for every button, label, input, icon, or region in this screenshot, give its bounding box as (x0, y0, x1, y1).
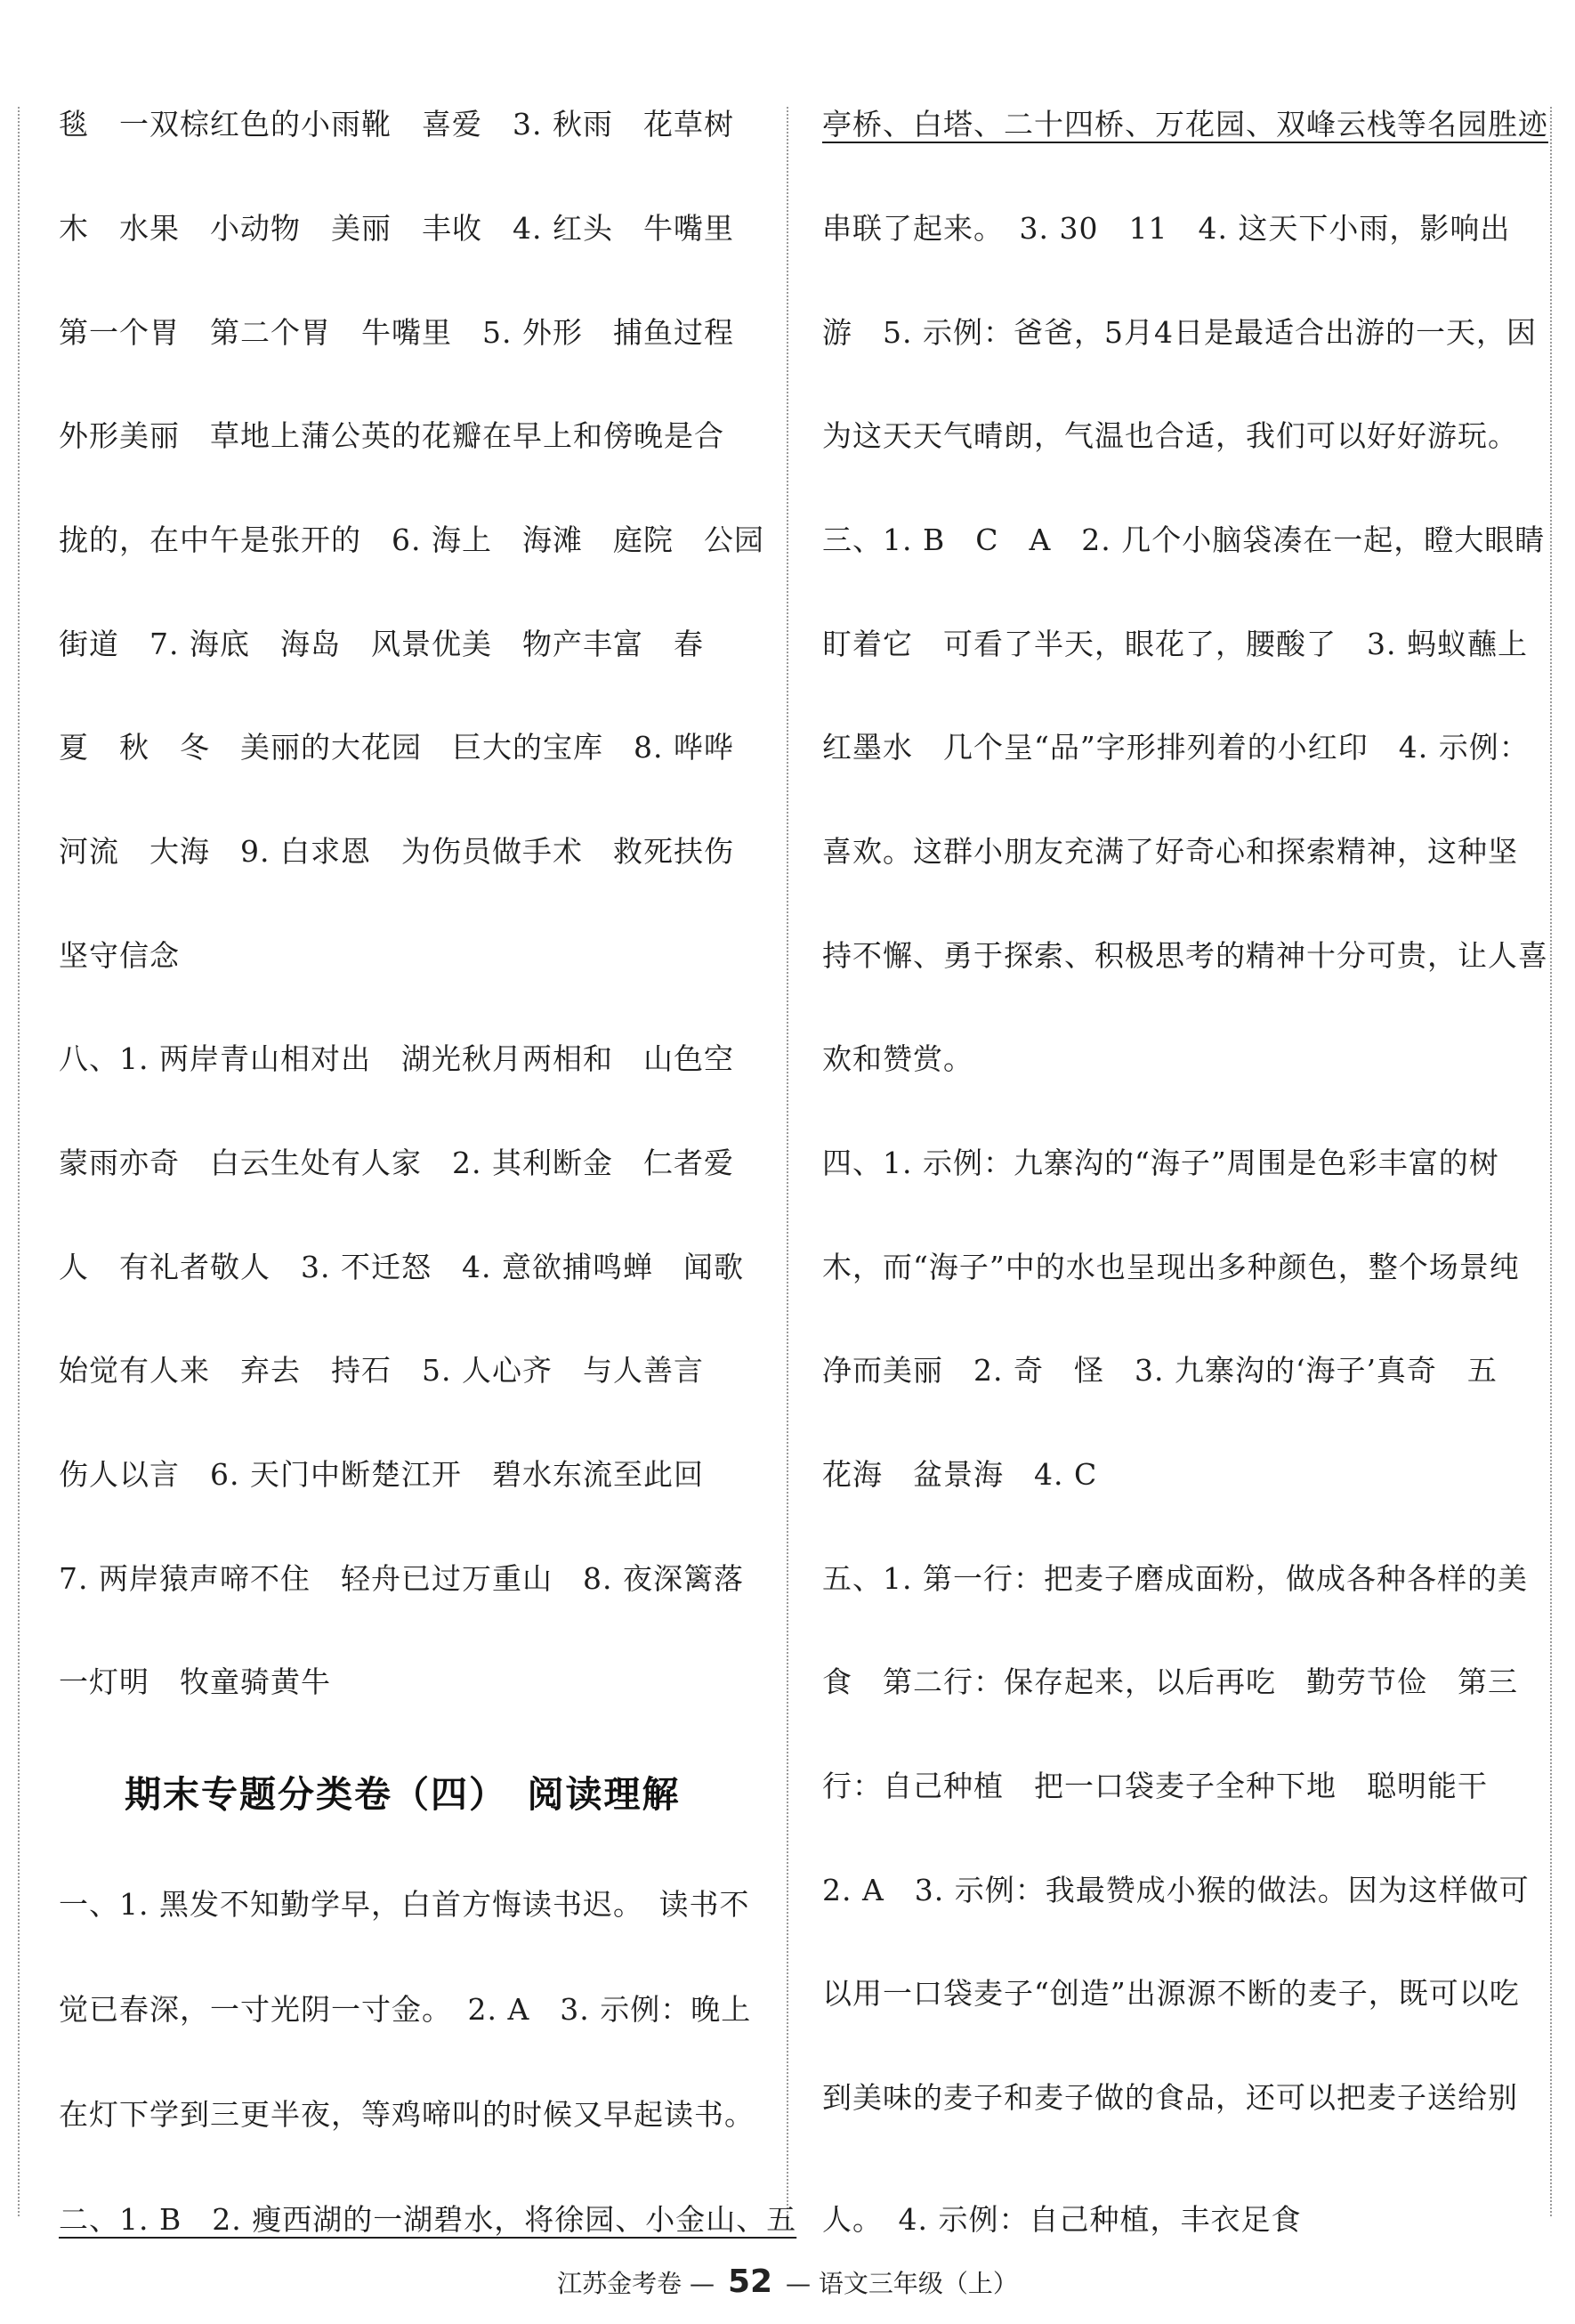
answer-line: 在灯下学到三更半夜，等鸡啼叫的时候又早起读书。 (59, 2097, 755, 2132)
answer-line: 串联了起来。 3. 30 11 4. 这天下小雨，影响出 (822, 211, 1511, 246)
answer-line: 伤人以言 6. 天门中断楚江开 碧水东流至此回 (59, 1457, 704, 1492)
answer-line: 持不懈、勇于探索、积极思考的精神十分可贵，让人喜 (822, 938, 1548, 973)
footer-dash: — (785, 2269, 811, 2298)
answer-line: 人。 4. 示例：自己种植，丰衣足食 (822, 2202, 1302, 2237)
answer-line: 觉已春深，一寸光阴一寸金。 2. A 3. 示例：晚上 (59, 1992, 752, 2027)
answer-line: 2. A 3. 示例：我最赞成小猴的做法。因为这样做可 (822, 1873, 1530, 1907)
answer-line: 一、1. 黑发不知勤学早，白首方悔读书迟。 读书不 (59, 1887, 750, 1922)
answer-line: 夏 秋 冬 美丽的大花园 巨大的宝库 8. 哗哗 (59, 730, 734, 765)
footer-dash: — (690, 2269, 715, 2298)
footer-subject: 语文三年级（上） (818, 2269, 1018, 2298)
answer-line: 盯着它 可看了半天，眼花了，腰酸了 3. 蚂蚁蘸上 (822, 627, 1528, 661)
answer-line: 欢和赞赏。 (822, 1041, 973, 1076)
column-divider-line (787, 107, 788, 2216)
answer-line: 河流 大海 9. 白求恩 为伤员做手术 救死扶伤 (59, 834, 734, 869)
answer-line: 蒙雨亦奇 白云生处有人家 2. 其利断金 仁者爱 (59, 1146, 734, 1180)
answer-line: 三、1. B C A 2. 几个小脑袋凑在一起，瞪大眼睛 (822, 522, 1546, 557)
answer-line: 7. 两岸猿声啼不住 轻舟已过万重山 8. 夜深篱落 (59, 1561, 744, 1596)
answer-line: 毯 一双棕红色的小雨靴 喜爱 3. 秋雨 花草树 (59, 107, 734, 142)
answer-line: 净而美丽 2. 奇 怪 3. 九寨沟的‘海子’真奇 五 (822, 1353, 1498, 1388)
answer-line: 街道 7. 海底 海岛 风景优美 物产丰富 春 (59, 627, 704, 661)
answer-line: 以用一口袋麦子“创造”出源源不断的麦子，既可以吃 (822, 1976, 1520, 2011)
answer-line: 五、1. 第一行：把麦子磨成面粉，做成各种各样的美 (822, 1561, 1528, 1596)
answer-line: 二、1. B 2. 瘦西湖的一湖碧水，将徐园、小金山、五 (59, 2202, 797, 2237)
right-margin-line (1550, 107, 1552, 2216)
answer-line: 八、1. 两岸青山相对出 湖光秋月两相和 山色空 (59, 1041, 734, 1076)
page-footer (0, 2263, 1575, 2304)
answer-line: 拢的，在中午是张开的 6. 海上 海滩 庭院 公园 (59, 522, 764, 557)
answer-line: 一灯明 牧童骑黄牛 (59, 1664, 331, 1699)
answer-line: 到美味的麦子和麦子做的食品，还可以把麦子送给别 (822, 2080, 1518, 2115)
answer-line: 行：自己种植 把一口袋麦子全种下地 聪明能干 (822, 1769, 1488, 1803)
footer-book-title: 江苏金考卷 (557, 2269, 682, 2298)
section-title: 期末专题分类卷（四） 阅读理解 (125, 1773, 681, 1816)
answer-line: 坚守信念 (59, 938, 180, 973)
answer-line: 始觉有人来 弃去 持石 5. 人心齐 与人善言 (59, 1353, 704, 1388)
answer-line: 木，而“海子”中的水也呈现出多种颜色，整个场景纯 (822, 1250, 1520, 1284)
answer-line: 食 第二行：保存起来，以后再吃 勤劳节俭 第三 (822, 1664, 1518, 1699)
answer-line: 外形美丽 草地上蒲公英的花瓣在早上和傍晚是合 (59, 418, 724, 453)
answer-line: 喜欢。这群小朋友充满了好奇心和探索精神，这种坚 (822, 834, 1518, 869)
left-margin-line (18, 107, 20, 2216)
answer-line: 人 有礼者敬人 3. 不迁怒 4. 意欲捕鸣蝉 闻歌 (59, 1250, 744, 1284)
answer-line: 四、1. 示例：九寨沟的“海子”周围是色彩丰富的树 (822, 1146, 1499, 1180)
answer-line: 花海 盆景海 4. C (822, 1457, 1098, 1492)
answer-line: 红墨水 几个呈“品”字形排列着的小红印 4. 示例： (822, 730, 1530, 765)
answer-line: 木 水果 小动物 美丽 丰收 4. 红头 牛嘴里 (59, 211, 734, 246)
answer-line: 游 5. 示例：爸爸，5月4日是最适合出游的一天，因 (822, 315, 1537, 350)
page-number: 52 (727, 2263, 773, 2300)
answer-line: 为这天天气晴朗，气温也合适，我们可以好好游玩。 (822, 418, 1518, 453)
answer-line: 第一个胃 第二个胃 牛嘴里 5. 外形 捕鱼过程 (59, 315, 734, 350)
answer-line: 亭桥、白塔、二十四桥、万花园、双峰云栈等名园胜迹 (822, 107, 1548, 142)
